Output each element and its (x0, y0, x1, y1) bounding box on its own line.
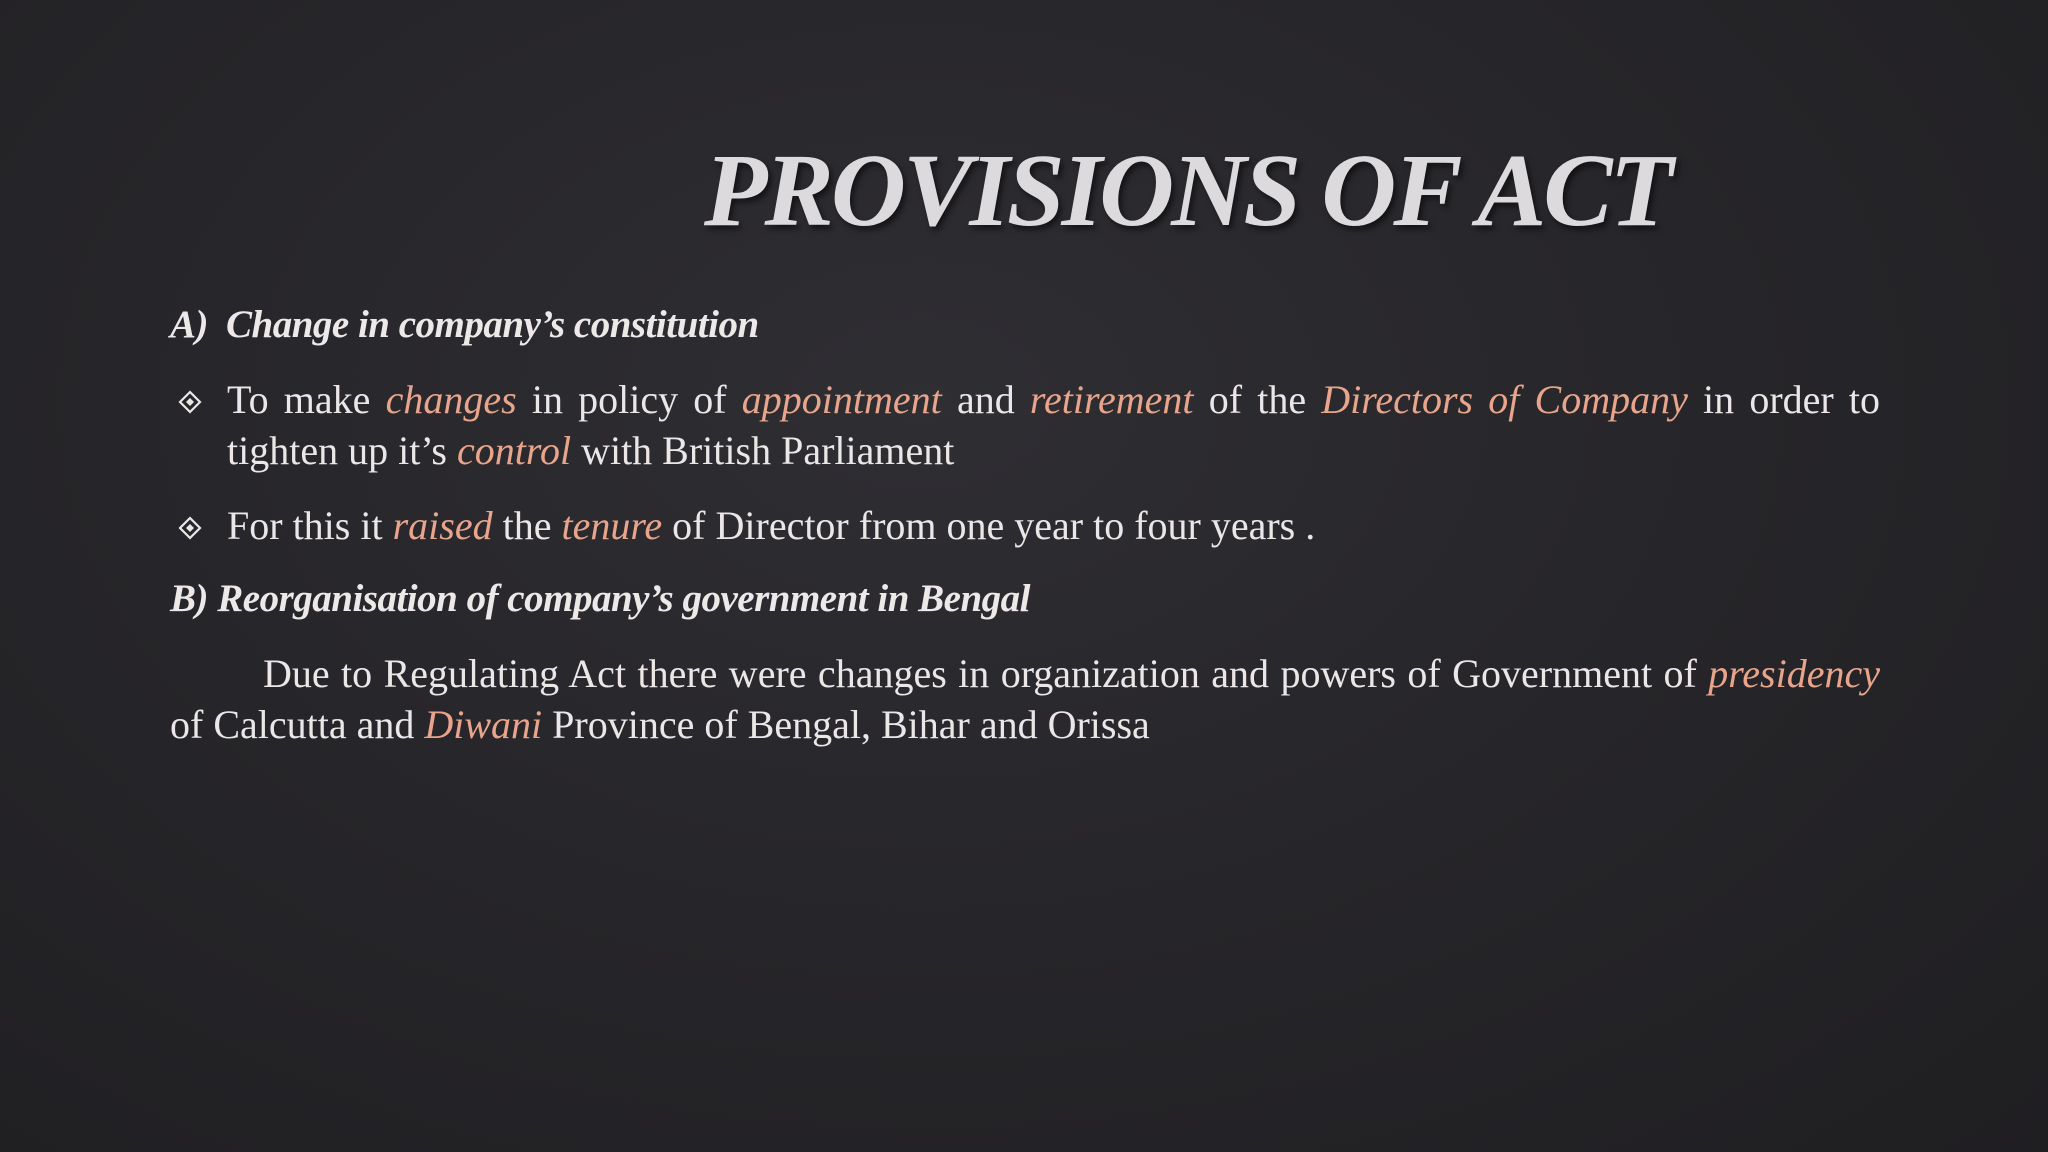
highlight-retirement: retirement (1029, 377, 1194, 422)
bullet-text-2 (227, 500, 1880, 551)
section-b-paragraph (170, 648, 1880, 750)
highlight-tenure: tenure (561, 503, 663, 548)
section-a-heading-text: Change in company’s constitution (226, 303, 759, 346)
paragraph-text: Due to Regulating Act there were changes in organization and powers of Government of (263, 651, 1709, 696)
bullet-2-text: the (492, 503, 562, 548)
bullet-1-text: with British Parliament (571, 428, 955, 473)
bullet-1-text: To make (227, 377, 386, 422)
slide-title: PROVISIONS OF ACT (704, 133, 1671, 248)
bullet-text-1 (227, 374, 1880, 476)
section-a-heading (170, 300, 759, 350)
bullet-item-2 (170, 500, 1880, 551)
section-a-label: A) (170, 303, 208, 346)
section-b-heading: B) Reorganisation of company’s government in Bengal (170, 577, 1030, 620)
bullet-1-text: in policy of (516, 377, 742, 422)
bullet-1-text: and (941, 377, 1030, 422)
bullet-1-text: in order to tighten up it’s (227, 377, 1881, 473)
highlight-diwani: Diwani (424, 702, 543, 747)
bullet-2-text: of Director from one year to four years . (662, 503, 1316, 548)
bullet-1-text: of the (1193, 377, 1322, 422)
highlight-directors-of-company: Directors of Company (1321, 377, 1688, 422)
bullet-2-text: For this it (227, 503, 393, 548)
diamond-bullet-icon (170, 374, 227, 414)
bullet-item-1 (170, 374, 1880, 476)
paragraph-text: Province of Bengal, Bihar and Orissa (542, 702, 1150, 747)
highlight-presidency: presidency (1708, 651, 1880, 696)
paragraph-text: of Calcutta and (170, 702, 425, 747)
diamond-bullet-icon (170, 500, 227, 540)
highlight-raised: raised (392, 503, 493, 548)
highlight-appointment: appointment (741, 377, 942, 422)
highlight-changes: changes (385, 377, 517, 422)
highlight-control: control (457, 428, 572, 473)
